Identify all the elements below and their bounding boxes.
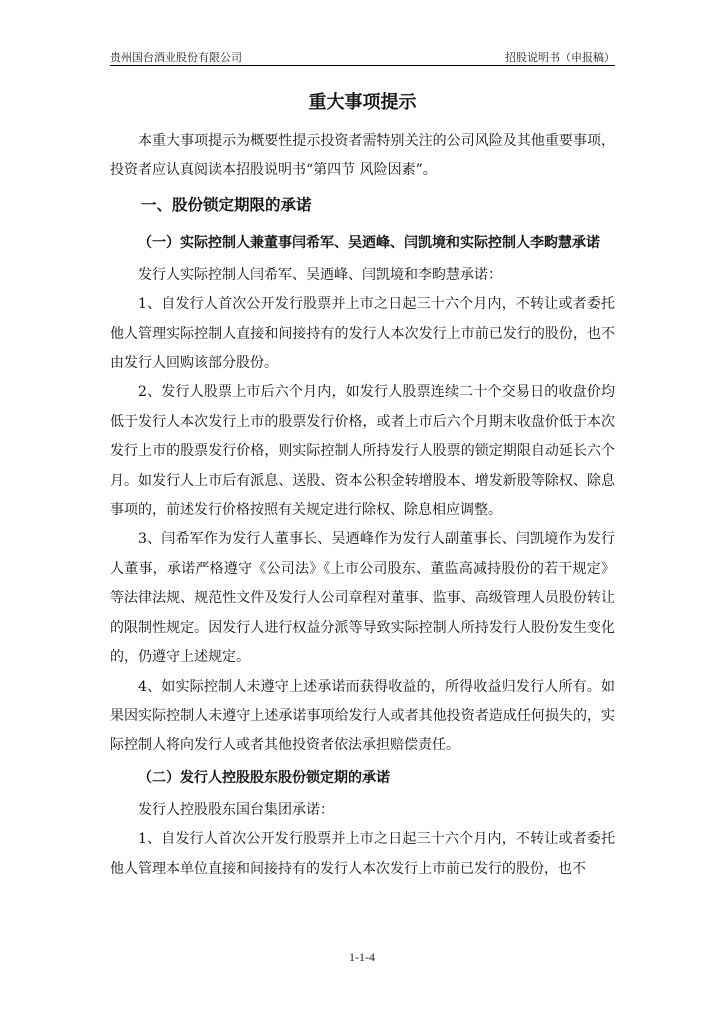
page-title: 重大事项提示 xyxy=(308,92,417,113)
controller-commitment-3: 3、闫希军作为发行人董事长、吴迺峰作为发行人副董事长、闫凯境作为发行人董事，承诺严格遵守《公司法》《上市公司股东、董监高减持股份的若干规定》等法律法规、规范性文件及发行人公司章程对董事、监事、高级管理人员股份转让的限制性规定。因发行人进行权益分派等导致实际控制人所持发行人股份发生变化的，仍遵守上述规定。 xyxy=(110,531,615,666)
subsection-heading-controller: （一）实际控制人兼董事闫希军、吴迺峰、闫凯境和实际控制人李畇慧承诺 xyxy=(138,234,600,251)
page-header xyxy=(110,47,615,66)
controller-lead-paragraph: 发行人实际控制人闫希军、吴迺峰、闫凯境和李畇慧承诺： xyxy=(138,266,502,283)
controller-commitment-1: 1、自发行人首次公开发行股票并上市之日起三十六个月内，不转让或者委托他人管理实际控制人直接和间接持有的发行人本次发行上市前已发行的股份，也不由发行人回购该部分股份。 xyxy=(110,296,615,372)
shareholder-lead-paragraph: 发行人控股股东国台集团承诺： xyxy=(138,801,334,818)
page-number: 1-1-4 xyxy=(349,950,375,964)
controller-commitment-4: 4、如实际控制人未遵守上述承诺而获得收益的，所得收益归发行人所有。如果因实际控制人未遵守上述承诺事项给发行人或者其他投资者造成任何损失的，实际控制人将向发行人或者其他投资者依法承担赔偿责任。 xyxy=(110,678,615,754)
header-document-type: 招股说明书（申报稿） xyxy=(505,51,615,64)
document-body xyxy=(110,86,615,884)
intro-paragraph: 本重大事项提示为概要性提示投资者需特别关注的公司风险及其他重要事项，投资者应认真阅读本招股说明书“第四节 风险因素”。 xyxy=(110,133,615,179)
shareholder-commitment-1: 1、自发行人首次公开发行股票并上市之日起三十六个月内，不转让或者委托他人管理本单位直接和间接持有的发行人本次发行上市前已发行的股份，也不 xyxy=(110,831,615,877)
subsection-heading-shareholder: （二）发行人控股股东股份锁定期的承诺 xyxy=(138,769,390,786)
section-heading-lockup: 一、股份锁定期限的承诺 xyxy=(141,195,312,214)
header-company-name: 贵州国台酒业股份有限公司 xyxy=(110,51,242,64)
controller-commitment-2: 2、发行人股票上市后六个月内，如发行人股票连续二十个交易日的收盘价均低于发行人本次发行上市的股票发行价格，或者上市后六个月期末收盘价低于本次发行上市的股票发行价格，则实际控制人所持发行人股票的锁定期限自动延长六个月。如发行人上市后有派息、送股、资本公积金转增股本、增发新股等除权、除息事项的，前述发行价格按照有关规定进行除权、除息相应调整。 xyxy=(110,384,615,519)
